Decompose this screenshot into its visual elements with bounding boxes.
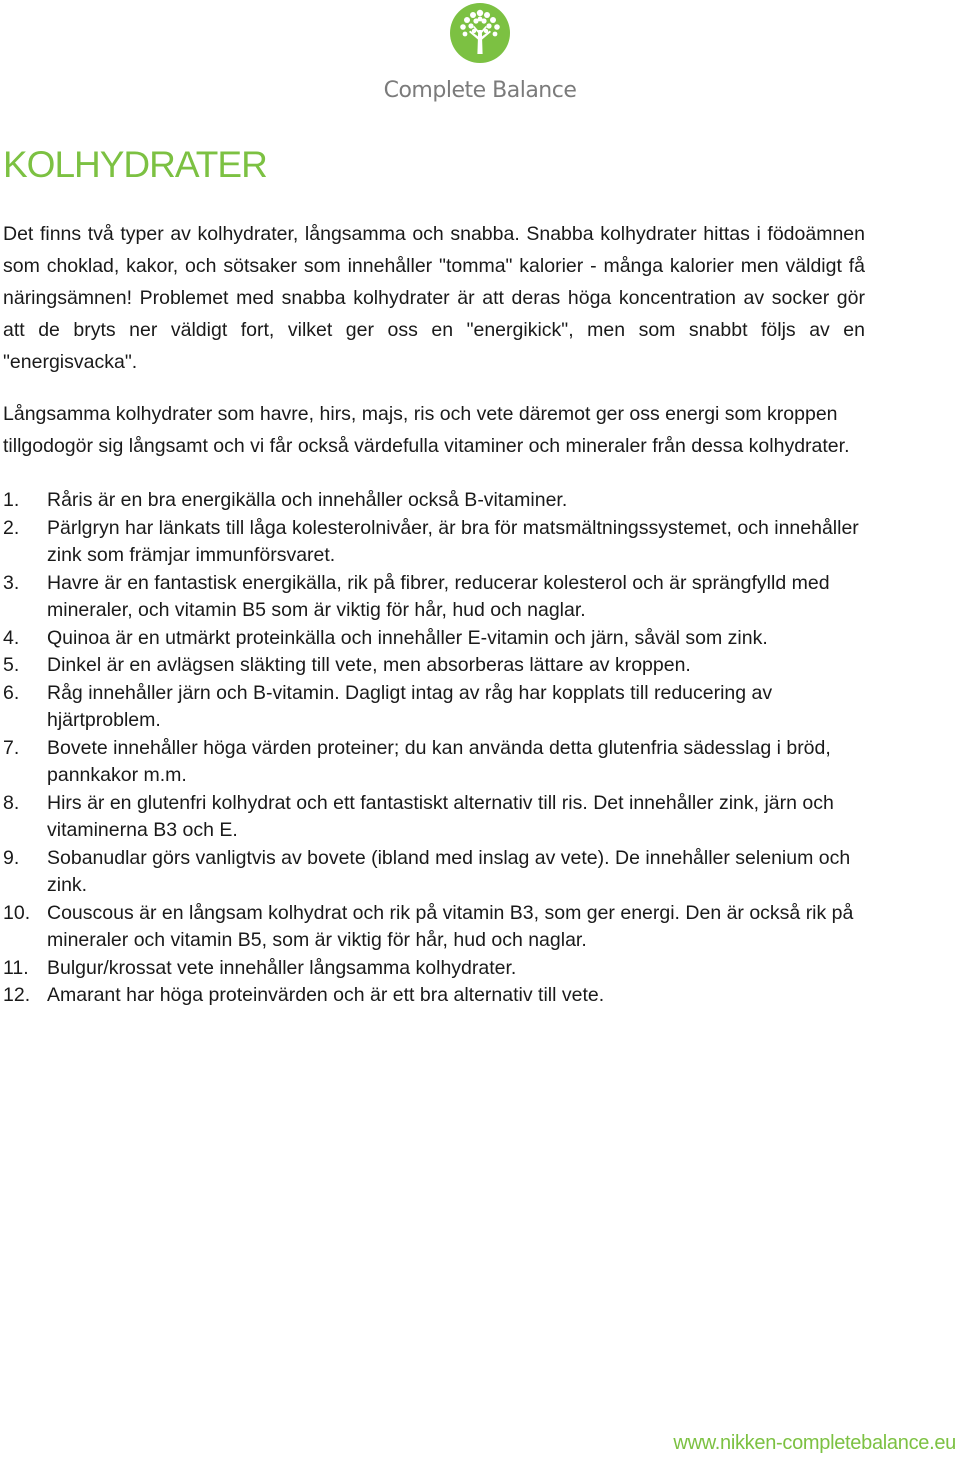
logo xyxy=(0,2,960,103)
page-title: KOLHYDRATER xyxy=(3,144,267,185)
slow-carbs-paragraph: Långsamma kolhydrater som havre, hirs, majs, ris och vete däremot ger oss energi som kroppen tillgodogör sig långsamt och vi får också värdefulla vitaminer och mineraler från dessa kolhydrater. xyxy=(3,403,850,457)
list-item xyxy=(3,790,865,845)
list-item xyxy=(3,735,865,790)
list-item-text: Pärlgryn har länkats till låga kolesterolnivåer, är bra för matsmältningssystemet, och innehåller zink som främjar immunförsvaret. xyxy=(47,516,859,566)
list-item-text: Havre är en fantastisk energikälla, rik på fibrer, reducerar kolesterol och är sprängfylld med mineraler, och vitamin B5 som är viktig för hår, hud och naglar. xyxy=(47,571,830,621)
footer-website-link[interactable]: www.nikken-completebalance.eu xyxy=(673,1432,956,1454)
list-item xyxy=(3,982,865,1010)
logo-text: Complete Balance xyxy=(383,78,577,103)
list-item xyxy=(3,900,865,955)
list-item xyxy=(3,845,865,900)
list-item-text: Råg innehåller järn och B-vitamin. Dagligt intag av råg har kopplats till reducering av hjärtproblem. xyxy=(47,681,773,731)
list-item xyxy=(3,515,865,570)
tree-icon xyxy=(449,2,511,64)
list-number: 8. xyxy=(3,791,20,814)
list-number: 1. xyxy=(3,489,20,511)
list-item xyxy=(3,625,865,653)
list-item xyxy=(3,955,865,983)
list-item-text: Quinoa är en utmärkt proteinkälla och innehåller E-vitamin och järn, såväl som zink. xyxy=(47,626,768,649)
list-item-text: Dinkel är en avlägsen släkting till vete, men absorberas lättare av kroppen. xyxy=(47,654,691,676)
list-item-text: Couscous är en långsam kolhydrat och rik på vitamin B3, som ger energi. Den är också rik på mineraler och vitamin B5, som är viktig för hår, hud och naglar. xyxy=(47,901,854,951)
list-number: 10. xyxy=(3,901,31,924)
document-body xyxy=(3,218,865,1010)
list-item-text: Bulgur/krossat vete innehåller långsamma kolhydrater. xyxy=(47,956,517,979)
list-item-text: Bovete innehåller höga värden proteiner; du kan använda detta glutenfria sädesslag i bröd, pannkakor m.m. xyxy=(47,736,831,786)
list-number: 2. xyxy=(3,516,20,539)
carbohydrate-list xyxy=(3,487,865,1010)
list-number: 4. xyxy=(3,626,20,649)
list-item xyxy=(3,487,865,515)
list-number: 9. xyxy=(3,846,20,869)
list-number: 3. xyxy=(3,571,20,594)
list-number: 12. xyxy=(3,984,31,1006)
list-item xyxy=(3,652,865,680)
list-number: 7. xyxy=(3,736,20,759)
list-number: 6. xyxy=(3,681,20,704)
list-item-text: Sobanudlar görs vanligtvis av bovete (ibland med inslag av vete). De innehåller selenium och zink. xyxy=(47,846,851,896)
list-item-text: Amarant har höga proteinvärden och är ett bra alternativ till vete. xyxy=(47,984,605,1006)
list-number: 11. xyxy=(3,956,29,979)
list-item xyxy=(3,680,865,735)
intro-paragraph: Det finns två typer av kolhydrater, långsamma och snabba. Snabba kolhydrater hittas i födoämnen som choklad, kakor, och sötsaker som innehåller "tomma" kalorier - många kalorier men väldigt få näringsämnen! Problemet med snabba kolhydrater är att deras höga koncentration av socker gör att de bryts ner väldigt fort, vilket ger oss en "energikick", men som snabbt följs av en "energisvacka". xyxy=(3,223,865,373)
list-item-text: Råris är en bra energikälla och innehåller också B-vitaminer. xyxy=(47,489,568,511)
list-item-text: Hirs är en glutenfri kolhydrat och ett fantastiskt alternativ till ris. Det innehåller zink, järn och vitaminerna B3 och E. xyxy=(47,791,834,841)
list-number: 5. xyxy=(3,654,20,676)
list-item xyxy=(3,570,865,625)
